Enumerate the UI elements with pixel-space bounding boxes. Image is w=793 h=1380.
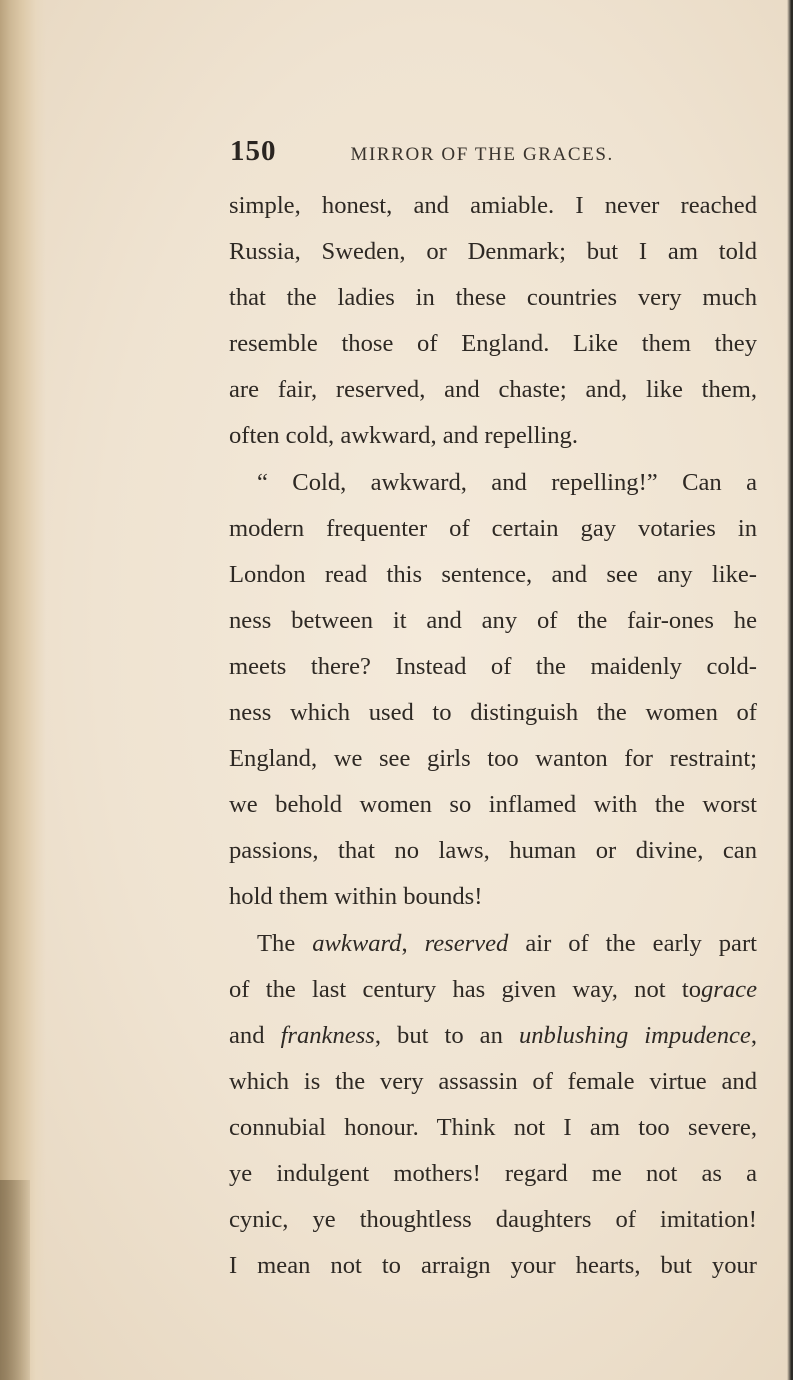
text-line: which is the very assassin of female virtue and bbox=[229, 1067, 757, 1095]
italic-run: frankness bbox=[280, 1021, 375, 1049]
text-line: meets there? Instead of the maidenly cold- bbox=[229, 652, 757, 680]
text-line: London read this sentence, and see any like- bbox=[229, 560, 757, 588]
page-number: 150 bbox=[230, 135, 277, 167]
text-line: resemble those of England. Like them they bbox=[229, 330, 757, 358]
running-head bbox=[230, 135, 730, 169]
text-line: Russia, Sweden, or Denmark; but I am told bbox=[229, 238, 757, 266]
text-line: cynic, ye thoughtless daughters of imitation! bbox=[229, 1206, 757, 1234]
text-line: connubial honour. Think not I am too severe, bbox=[229, 1113, 757, 1141]
text-line: ye indulgent mothers! regard me not as a bbox=[229, 1159, 757, 1187]
text-line-mixed bbox=[229, 1013, 757, 1059]
text-line-mixed bbox=[229, 967, 757, 1013]
text-line: hold them within bounds! bbox=[229, 883, 483, 911]
text-run: of the last century has given way, not to bbox=[229, 975, 701, 1003]
text-run: air of the early part bbox=[508, 929, 758, 957]
binding-gutter bbox=[0, 0, 46, 1380]
running-title: MIRROR OF THE GRACES. bbox=[350, 144, 614, 165]
italic-run: reserved bbox=[424, 929, 509, 957]
text-line: modern frequenter of certain gay votaries in bbox=[229, 514, 757, 542]
text-run: The bbox=[257, 929, 313, 957]
text-line: ness which used to distinguish the women of bbox=[229, 699, 757, 727]
text-line: often cold, awkward, and repelling. bbox=[229, 422, 578, 450]
text-line: I mean not to arraign your hearts, but your bbox=[229, 1252, 757, 1280]
text-line: passions, that no laws, human or divine, can bbox=[229, 837, 757, 865]
text-line: simple, honest, and amiable. I never reached bbox=[229, 192, 757, 219]
italic-run: unblushing impudence bbox=[518, 1021, 751, 1049]
text-line: that the ladies in these countries very much bbox=[229, 284, 757, 312]
text-line: “ Cold, awkward, and repelling!” Can a bbox=[257, 468, 757, 496]
italic-run: awkward bbox=[312, 929, 402, 957]
text-run: and bbox=[229, 1021, 281, 1049]
page-edge bbox=[787, 0, 793, 1380]
text-line-mixed bbox=[229, 921, 757, 967]
text-line: we behold women so inflamed with the worst bbox=[229, 791, 757, 819]
text-line: are fair, reserved, and chaste; and, like them, bbox=[229, 376, 757, 404]
text-run: , bbox=[401, 929, 425, 957]
text-run: , bbox=[750, 1021, 757, 1049]
text-line: England, we see girls too wanton for restraint; bbox=[229, 745, 757, 773]
text-run: , but to an bbox=[374, 1021, 519, 1049]
italic-run: grace bbox=[701, 975, 757, 1003]
text-line: ness between it and any of the fair-ones he bbox=[229, 606, 757, 634]
body-text bbox=[229, 183, 757, 1289]
